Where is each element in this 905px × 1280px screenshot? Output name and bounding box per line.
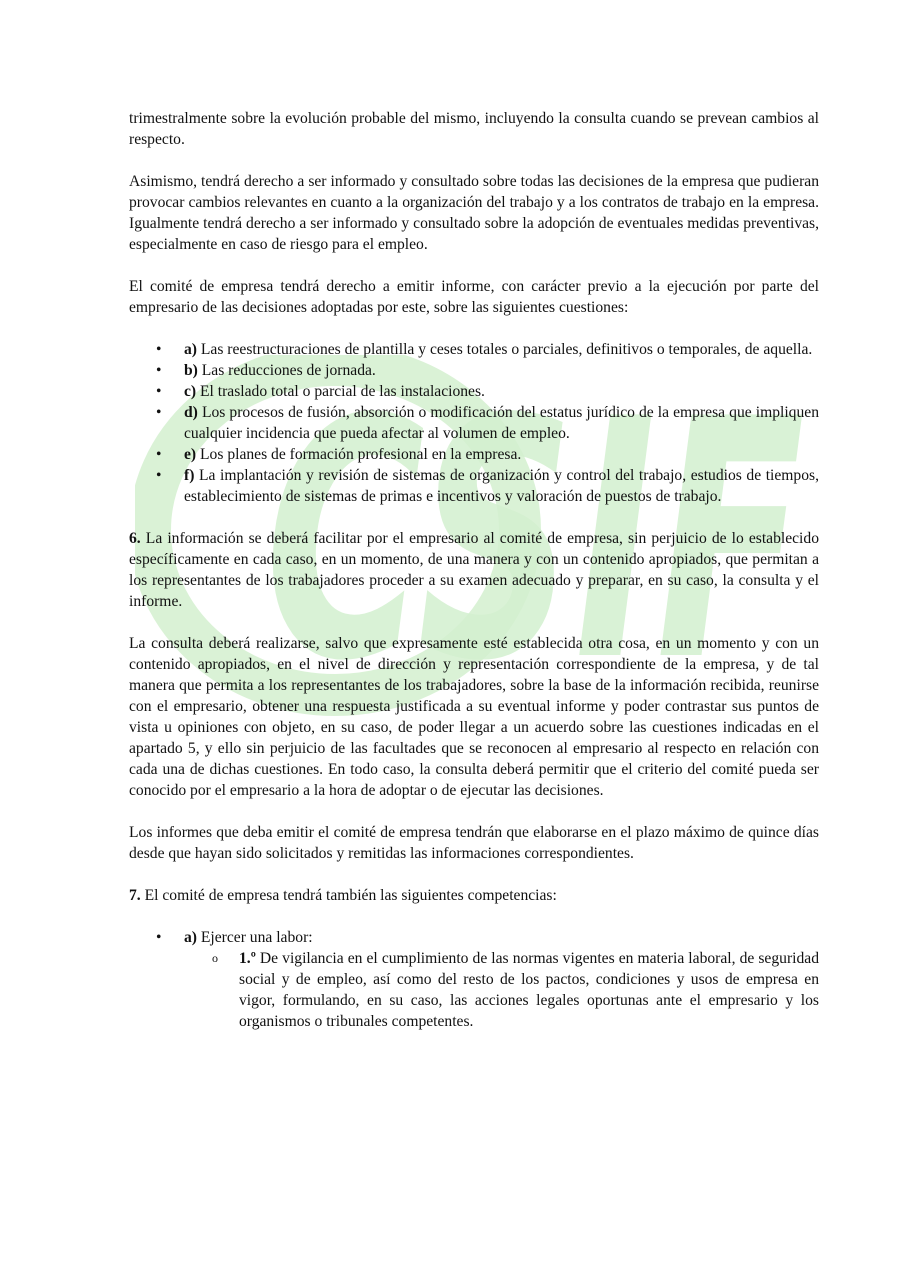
list-item [129, 927, 819, 1032]
item-label: a) [184, 929, 197, 946]
item-label: b) [184, 362, 198, 379]
paragraph-asimismo: Asimismo, tendrá derecho a ser informado y consultado sobre todas las decisiones de la empresa que pudieran provocar cambios relevantes en cuanto a la organización del trabajo y a los contratos de trabajo en la empresa. Igualmente tendrá derecho a ser informado y consultado sobre la adopción de eventuales medidas preventivas, especialmente en caso de riesgo para el empleo. [129, 173, 819, 253]
item-text: Los procesos de fusión, absorción o modificación del estatus jurídico de la empresa que impliquen cualquier incidencia que pueda afectar al volumen de empleo. [184, 404, 819, 442]
paragraph-trimestral: trimestralmente sobre la evolución probable del mismo, incluyendo la consulta cuando se prevean cambios al respecto. [129, 110, 819, 148]
item-text: La implantación y revisión de sistemas de organización y control del trabajo, estudios de tiempos, establecimiento de sistemas de primas e incentivos y valoración de puestos de trabajo. [184, 467, 819, 505]
section-7-paragraph [129, 885, 819, 906]
item-text: Las reducciones de jornada. [197, 362, 376, 379]
list-item [129, 381, 819, 402]
competencias-list [129, 927, 819, 1032]
section-6-text: La información se deberá facilitar por el empresario al comité de empresa, sin perjuicio de lo establecido específicamente en cada caso, en un momento, de una manera y con un contenido apropiados, que permitan a los representantes de los trabajadores proceder a su examen adecuado y preparar, en su caso, la consulta y el informe. [129, 530, 819, 610]
list-item [129, 402, 819, 444]
watermark-text: CSIF [265, 355, 805, 733]
section-7-number: 7. [129, 887, 141, 904]
cuestiones-list [129, 339, 819, 507]
item-text: Las reestructuraciones de plantilla y ceses totales o parciales, definitivos o temporales, de aquella. [197, 341, 813, 358]
sub-list [184, 948, 819, 1032]
paragraph-consulta: La consulta deberá realizarse, salvo que expresamente esté establecida otra cosa, en un momento y con un contenido apropiados, en el nivel de dirección y representación correspondiente de la empresa, y de tal manera que permita a los representantes de los trabajadores, sobre la base de la información recibida, reunirse con el empresario, obtener una respuesta justificada a su eventual informe y poder contrastar sus puntos de vista u opiniones con objeto, en su caso, de poder llegar a un acuerdo sobre las cuestiones indicadas en el apartado 5, y ello sin perjuicio de las facultades que se reconocen al empresario al respecto en relación con cada una de dichas cuestiones. En todo caso, la consulta deberá permitir que el criterio del comité pueda ser conocido por el empresario a la hora de adoptar o de ejecutar las decisiones. [129, 635, 819, 799]
item-text: Los planes de formación profesional en la empresa. [196, 446, 522, 463]
list-item [129, 465, 819, 507]
sub-item-text: De vigilancia en el cumplimiento de las normas vigentes en materia laboral, de seguridad social y de empleo, así como del resto de los pactos, condiciones y usos de empresa en vigor, formulando, en su caso, las acciones legales oportunas ante el empresario y los organismos o tribunales competentes. [239, 950, 819, 1030]
paragraph-informe: El comité de empresa tendrá derecho a emitir informe, con carácter previo a la ejecución por parte del empresario de las decisiones adoptadas por este, sobre las siguientes cuestiones: [129, 278, 819, 316]
list-item [129, 360, 819, 381]
item-label: d) [184, 404, 198, 421]
item-text: Ejercer una labor: [197, 929, 313, 946]
sub-list-item [184, 948, 819, 1032]
section-7-text: El comité de empresa tendrá también las siguientes competencias: [140, 887, 557, 904]
list-item [129, 339, 819, 360]
item-label: f) [184, 467, 195, 484]
sub-item-label: 1.º [239, 950, 256, 967]
paragraph-informes-plazo: Los informes que deba emitir el comité de empresa tendrán que elaborarse en el plazo máximo de quince días desde que hayan sido solicitados y remitidas las informaciones correspondientes. [129, 824, 819, 862]
list-item [129, 444, 819, 465]
item-text: El traslado total o parcial de las instalaciones. [196, 383, 485, 400]
section-6-number: 6. [129, 530, 141, 547]
document-body [129, 108, 819, 1053]
item-label: e) [184, 446, 197, 463]
item-label: c) [184, 383, 197, 400]
section-6-paragraph [129, 528, 819, 612]
item-label: a) [184, 341, 197, 358]
